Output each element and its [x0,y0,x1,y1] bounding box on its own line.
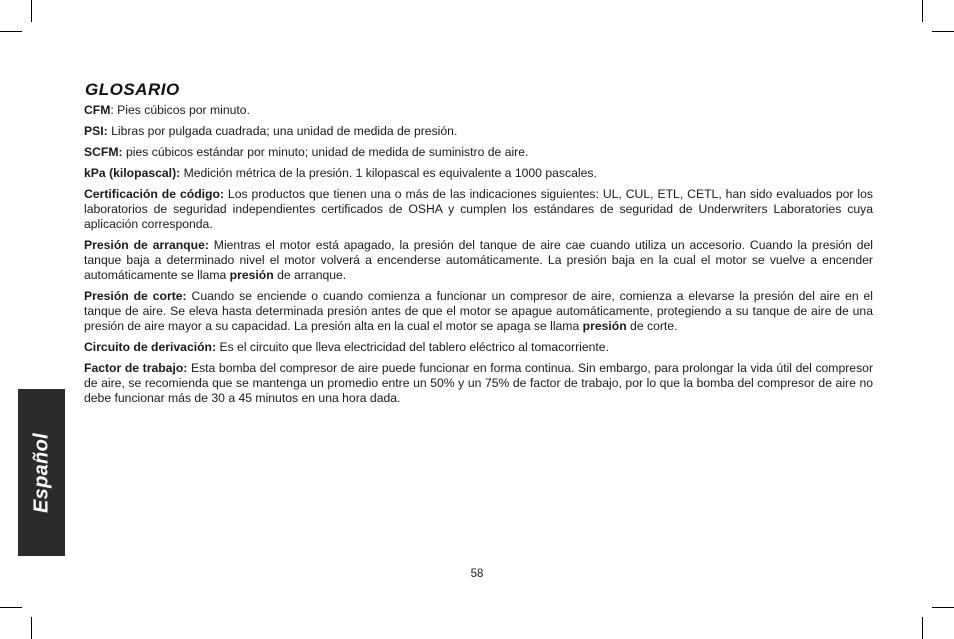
glossary-term: Presión de corte: [84,289,187,303]
glossary-entry-circuito [84,340,873,355]
page-number: 58 [470,568,484,580]
glossary-definition: de arranque. [273,268,347,282]
glossary-entry-cfm [84,103,873,118]
glossary-definition: Medición métrica de la presión. 1 kilopascal es equivalente a 1000 pascales. [180,166,597,180]
glossary-term: Factor de trabajo: [84,361,188,375]
crop-mark [31,0,32,22]
crop-mark [0,31,22,32]
glossary-term: PSI: [84,124,108,138]
glossary-term: Presión de arranque: [84,238,209,252]
glossary-definition: Los productos que tienen una o más de las indicaciones siguientes: UL, CUL, ETL, CETL, han sido evaluados por los laboratorios de seguridad independientes certificados de OSHA y cumplen los estándares de seguridad de Underwriters Laboratories cuya aplicación corresponda. [84,187,873,231]
glossary-entry-psi [84,124,873,139]
crop-mark [922,0,923,22]
glossary-term: kPa (kilopascal): [84,166,181,180]
glossary-entry-kpa [84,166,873,181]
glossary-definition: pies cúbicos estándar por minuto; unidad de medida de suministro de aire. [122,145,529,159]
crop-mark [932,607,954,608]
glossary-term: SCFM: [84,145,123,159]
glossary-entry-certificacion [84,187,873,232]
glossary-term: CFM [84,103,111,117]
glossary-definition: Esta bomba del compresor de aire puede funcionar en forma continua. Sin embargo, para prolongar la vida útil del compresor de aire, se recomienda que se mantenga un promedio entre un 50% y un 75% de factor de trabajo, por lo que la bomba del compresor de aire no debe funcionar más de 30 a 45 minutos en una hora dada. [84,361,874,405]
glossary-entry-scfm [84,145,873,160]
glossary-definition: Es el circuito que lleva electricidad del tablero eléctrico al tomacorriente. [216,340,609,354]
glossary-section [84,80,873,412]
glossary-emphasis: presión [229,268,274,282]
crop-mark [922,617,923,639]
crop-mark [31,617,32,639]
glossary-definition: Mientras el motor está apagado, la presión del tanque de aire cae cuando utiliza un accesorio. Cuando la presión del tanque baja a determinado nivel el motor volverá a encenderse automáticamente. La presión baja en la cual el motor se vuelve a encender automáticamente se llama [84,238,873,282]
glossary-title: GLOSARIO [85,80,180,99]
glossary-entry-presion-corte [84,289,873,334]
glossary-definition: : Pies cúbicos por minuto. [110,103,250,117]
glossary-definition: Cuando se enciende o cuando comienza a funcionar un compresor de aire, comienza a elevarse la presión del aire en el tanque de aire. Se eleva hasta determinada presión antes de que el motor se apague automáticamente, protegiendo a su tanque de aire de una presión de aire mayor a su capacidad. La presión alta en la cual el motor se apaga se llama [84,289,873,333]
glossary-entry-factor-trabajo [84,361,873,406]
glossary-term: Circuito de derivación: [84,340,217,354]
glossary-definition: Libras por pulgada cuadrada; una unidad de medida de presión. [107,124,458,138]
crop-mark [0,607,22,608]
language-side-tab [18,389,65,556]
glossary-definition: de corte. [626,319,678,333]
glossary-term: Certificación de código: [84,187,224,201]
glossary-entry-presion-arranque [84,238,873,283]
crop-mark [932,31,954,32]
language-side-tab-label: Español [30,432,52,513]
glossary-emphasis: presión [582,319,627,333]
